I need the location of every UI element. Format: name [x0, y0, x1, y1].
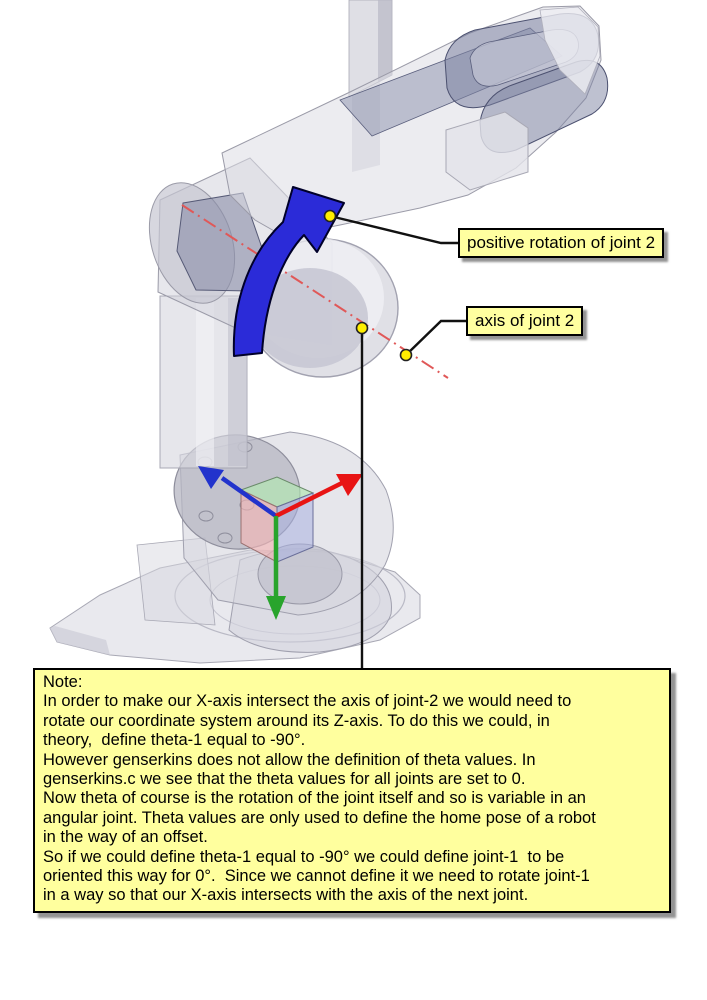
note-line: angular joint. Theta values are only used to define the home pose of a robot: [43, 808, 596, 827]
robot-arm: [222, 0, 608, 236]
callout-axis-of-joint2-label: axis of joint 2: [475, 311, 575, 330]
callout-positive-rotation: [458, 228, 664, 258]
note-line: in the way of an offset.: [43, 828, 208, 847]
vertical-link-shade: [378, 0, 392, 83]
note-line: oriented this way for 0°. Since we cannot define it we need to rotate joint-1: [43, 867, 590, 886]
leader-line-axis: [406, 321, 466, 355]
note-line: theory, define theta-1 equal to -90°.: [43, 731, 306, 750]
note-line: in a way so that our X-axis intersects with the axis of the next joint.: [43, 886, 529, 905]
note-box: [33, 668, 671, 913]
callout-positive-rotation-label: positive rotation of joint 2: [467, 233, 656, 252]
leader-line-positive-rotation: [330, 216, 458, 243]
callout-axis-of-joint2: [466, 306, 583, 336]
note-line: So if we could define theta-1 equal to -90° we could define joint-1 to be: [43, 847, 565, 866]
joint-marker-icon: [325, 211, 336, 222]
note-line: rotate our coordinate system around its Z-axis. To do this we could, in: [43, 711, 550, 730]
joint-marker-icon: [357, 323, 368, 334]
column-highlight: [196, 298, 214, 466]
note-line: genserkins.c we see that the theta values for all joints are set to 0.: [43, 770, 526, 789]
note-title: Note:: [43, 673, 83, 691]
joint-marker-icon: [401, 350, 412, 361]
note-line: However genserkins does not allow the definition of theta values. In: [43, 750, 536, 769]
note-line: In order to make our X-axis intersect the axis of joint-2 we would need to: [43, 692, 572, 711]
note-line: Now theta of course is the rotation of the joint itself and so is variable in an: [43, 789, 586, 808]
